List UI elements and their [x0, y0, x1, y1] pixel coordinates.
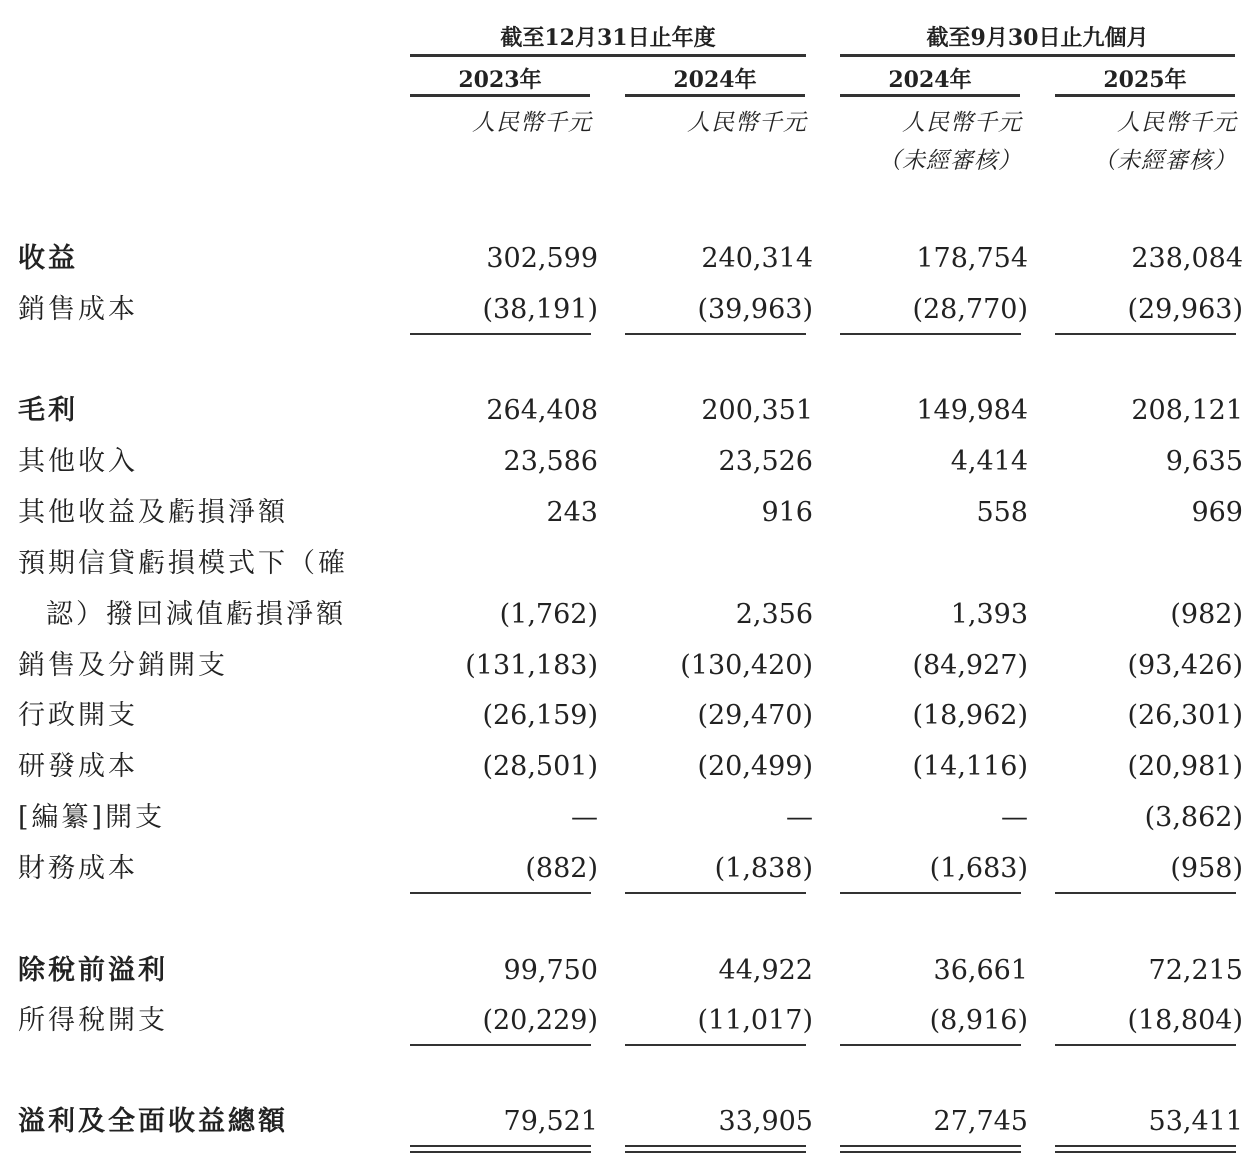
value-cell: 238,084 [1131, 243, 1243, 274]
header-group-nine-months: 截至9月30日止九個月 [840, 18, 1235, 57]
row-label: 其他收益及虧損淨額 [18, 497, 288, 528]
value-cell: (20,981) [1127, 751, 1243, 782]
value-cell: 53,411 [1055, 1096, 1250, 1147]
value-cell: (11,017) [625, 995, 813, 1046]
value-cell: (882) [410, 843, 598, 894]
value-cell: 27,745 [840, 1096, 1035, 1147]
value-cell: (20,499) [697, 751, 813, 782]
row-label: 行政開支 [18, 700, 138, 731]
value-cell: — [786, 802, 813, 833]
row-finance-costs [0, 843, 1260, 894]
value-cell: (982) [1170, 599, 1243, 630]
row-ecl-impairment [0, 589, 1260, 640]
header-unit-1: 人民幣千元 [472, 110, 592, 136]
header-unit-2: 人民幣千元 [687, 110, 807, 136]
value-cell: (39,963) [625, 284, 813, 335]
header-unaudited-4: （未經審核） [1093, 148, 1237, 174]
row-other-income [0, 436, 1260, 487]
value-cell: (20,229) [410, 995, 598, 1046]
value-cell: (38,191) [410, 284, 598, 335]
value-cell: 4,414 [950, 446, 1028, 477]
value-cell: (29,470) [697, 700, 813, 731]
value-cell: (130,420) [680, 650, 813, 681]
header-unit-3: 人民幣千元 [902, 110, 1022, 136]
row-listing-expenses [0, 792, 1260, 843]
row-label: 所得稅開支 [18, 1005, 168, 1036]
header-year-4: 2025年 [1055, 60, 1235, 97]
value-cell: (1,838) [625, 843, 813, 894]
value-cell: 208,121 [1131, 395, 1243, 426]
row-ecl-line1 [0, 538, 1260, 589]
row-gross-profit [0, 385, 1260, 436]
value-cell: 302,599 [486, 243, 598, 274]
value-cell: 36,661 [933, 955, 1028, 986]
row-administrative [0, 690, 1260, 741]
row-label: 財務成本 [18, 853, 138, 884]
value-cell: 916 [761, 497, 813, 528]
value-cell: (29,963) [1055, 284, 1243, 335]
value-cell: 79,521 [410, 1096, 605, 1147]
value-cell: 558 [976, 497, 1028, 528]
value-cell: 240,314 [701, 243, 813, 274]
value-cell: 243 [546, 497, 598, 528]
value-cell: (28,770) [840, 284, 1028, 335]
row-label: 銷售成本 [18, 294, 138, 325]
value-cell: 99,750 [503, 955, 598, 986]
value-cell: (1,683) [840, 843, 1028, 894]
value-cell: 33,905 [625, 1096, 820, 1147]
value-cell: 44,922 [718, 955, 813, 986]
value-cell: (18,962) [912, 700, 1028, 731]
value-cell: 969 [1191, 497, 1243, 528]
row-selling-distribution [0, 640, 1260, 691]
value-cell: — [571, 802, 598, 833]
value-cell: — [1001, 802, 1028, 833]
row-label: 其他收入 [18, 446, 138, 477]
row-label: 收益 [18, 243, 78, 274]
header-group-full-year: 截至12月31日止年度 [410, 18, 806, 57]
row-total-comprehensive-income [0, 1096, 1260, 1147]
value-cell: 23,526 [718, 446, 813, 477]
value-cell: (28,501) [482, 751, 598, 782]
header-year-1: 2023年 [410, 60, 590, 97]
row-revenue [0, 233, 1260, 284]
value-cell: 2,356 [735, 599, 813, 630]
value-cell: (131,183) [465, 650, 598, 681]
value-cell: (26,301) [1127, 700, 1243, 731]
row-profit-before-tax [0, 945, 1260, 996]
value-cell: (84,927) [912, 650, 1028, 681]
row-income-tax [0, 995, 1260, 1046]
row-label: 認）撥回減值虧損淨額 [46, 599, 346, 630]
header-unaudited-3: （未經審核） [878, 148, 1022, 174]
value-cell: (93,426) [1127, 650, 1243, 681]
row-label: [編纂]開支 [18, 802, 166, 833]
header-year-2: 2024年 [625, 60, 805, 97]
row-label: 研發成本 [18, 751, 138, 782]
value-cell: (8,916) [840, 995, 1028, 1046]
header-year-3: 2024年 [840, 60, 1020, 97]
value-cell: 264,408 [486, 395, 598, 426]
header-unit-4: 人民幣千元 [1117, 110, 1237, 136]
value-cell: (1,762) [499, 599, 598, 630]
row-label: 預期信貸虧損模式下（確 [18, 548, 348, 579]
value-cell: (26,159) [482, 700, 598, 731]
value-cell: (18,804) [1055, 995, 1243, 1046]
value-cell: 178,754 [916, 243, 1028, 274]
value-cell: (3,862) [1144, 802, 1243, 833]
row-label: 溢利及全面收益總額 [18, 1106, 288, 1137]
value-cell: 149,984 [916, 395, 1028, 426]
value-cell: 1,393 [950, 599, 1028, 630]
value-cell: 23,586 [503, 446, 598, 477]
value-cell: (958) [1055, 843, 1243, 894]
row-cost-of-sales [0, 284, 1260, 335]
row-rnd [0, 741, 1260, 792]
value-cell: (14,116) [912, 751, 1028, 782]
value-cell: 72,215 [1148, 955, 1243, 986]
row-other-gains-losses [0, 487, 1260, 538]
row-label: 銷售及分銷開支 [18, 650, 228, 681]
row-label: 毛利 [18, 395, 78, 426]
value-cell: 200,351 [701, 395, 813, 426]
value-cell: 9,635 [1165, 446, 1243, 477]
row-label: 除稅前溢利 [18, 955, 168, 986]
